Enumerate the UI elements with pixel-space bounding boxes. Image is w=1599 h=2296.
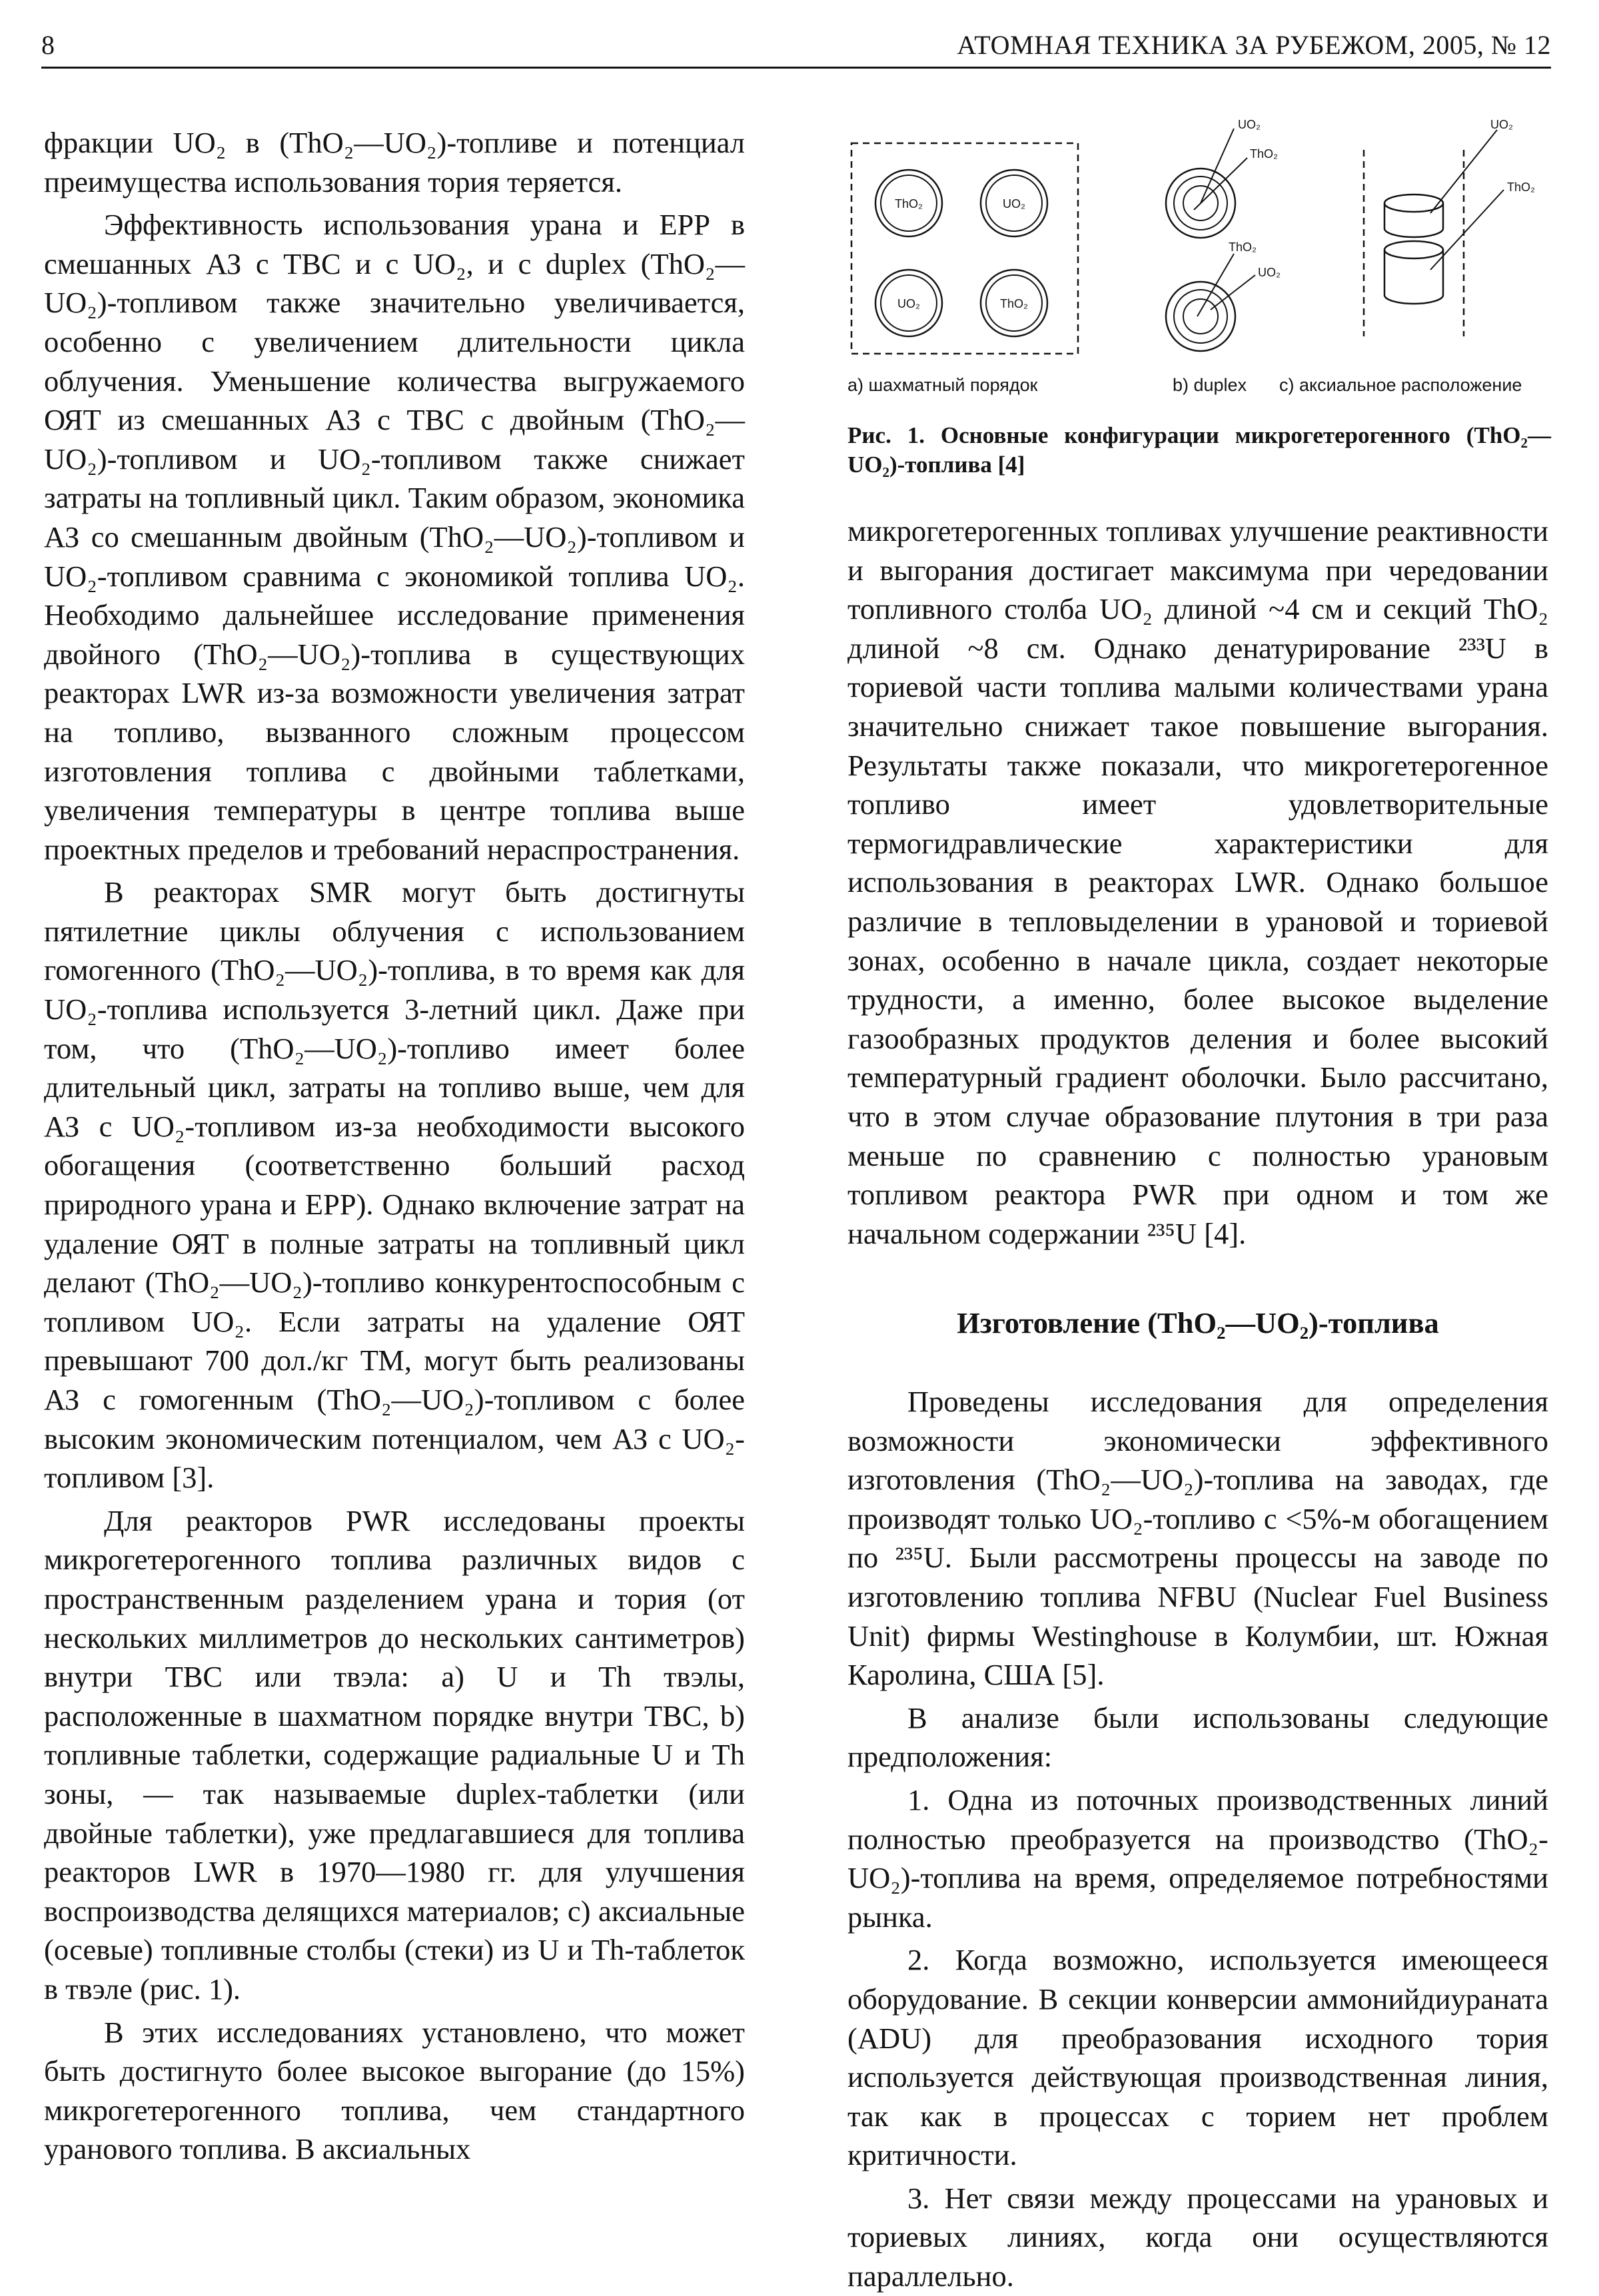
paragraph: В этих исследованиях установлено, что может быть достигнуто более высокое выгорание (до 15%) микрогетерогенного топлива, чем стандартного уранового топлива. В аксиальных	[44, 2015, 745, 2166]
figure-fuel-configurations	[847, 117, 1551, 403]
left-column	[44, 123, 745, 2169]
svg-text:ThO₂: ThO₂	[1250, 147, 1278, 161]
paragraph: 1. Одна из поточных производственных линий полностью преобразуется на производство (ThO₂-UO₂)-топлива на время, определяемое потребностями рынка.	[847, 1782, 1548, 1934]
panel-a-frame	[851, 143, 1078, 354]
page-header	[41, 25, 1551, 69]
svg-text:UO₂: UO₂	[1003, 197, 1025, 210]
paragraph: 2. Когда возможно, используется имеющееся оборудование. В секции конверсии аммонийдиураната (ADU) для преобразования исходного тория используется действующая производственная линия, так как в процессах с торием нет проблем критичности.	[847, 1943, 1548, 2172]
paragraph: Проведены исследования для определения возможности экономически эффективного изготовления (ThO₂—UO₂)-топлива на заводах, где производят только UO₂-топливо с <5%-м обогащением по ²³⁵U. Были рассмотрены процессы на заводе по изготовлению топлива NFBU (Nuclear Fuel Business Unit) фирмы Westinghouse в Колумбии, шт. Южная Каролина, США [5].	[847, 1385, 1548, 1692]
paragraph: В анализе были использованы следующие предположения:	[847, 1701, 1548, 1774]
section-heading: Изготовление (ThO₂—UO₂)-топлива	[957, 1306, 1439, 1339]
panel-b-label: b) duplex	[1173, 375, 1247, 395]
panel-a-checkerboard	[875, 170, 1047, 336]
svg-text:UO₂: UO₂	[1258, 266, 1281, 279]
right-column-top	[847, 512, 1548, 1253]
figure-caption: Рис. 1. Основные конфигурации микрогетерогенного (ThO₂—UO₂)-топлива [4]	[847, 422, 1551, 478]
svg-text:ThO₂: ThO₂	[1229, 240, 1257, 254]
paragraph: Эффективность использования урана и ЕРР в смешанных АЗ с ТВС и с UO₂, и с duplex (ThO₂—UO₂)-топливом также значительно увеличивается, особенно с увеличением длительности цикла облучения. Уменьшение количества выгружаемого ОЯТ из смешанных АЗ с ТВС с двойным (ThO₂—UO₂)-топливом и UO₂-топливом также снижает затраты на топливный цикл. Таким образом, экономика АЗ со смешанным двойным (ThO₂—UO₂)-топливом и UO₂-топливом сравнима с экономикой топлива UO₂. Необходимо дальнейшее исследование применения двойного (ThO₂—UO₂)-топлива в существующих реакторах LWR из-за возможности увеличения затрат на топливо, вызванного сложным процессом изготовления топлива с двойными таблетками, увеличения температуры в центре топлива выше проектных пределов и требований нераспространения.	[44, 208, 745, 866]
svg-text:UO₂: UO₂	[1238, 118, 1261, 131]
page-number: 8	[41, 30, 55, 60]
figure-diagram	[847, 117, 1551, 370]
paragraph: В реакторах SMR могут быть достигнуты пятилетние циклы облучения с использованием гомогенного (ThO₂—UO₂)-топлива, в то время как для UO₂-топлива используется 3-летний цикл. Даже при том, что (ThO₂—UO₂)-топливо имеет более длительный цикл, затраты на топливо выше, чем для АЗ с UO₂-топливом из-за необходимости высокого обогащения (соответственно больший расход природного урана и ЕРР). Однако включение затрат на удаление ОЯТ в полные затраты на топливный цикл делают (ThO₂—UO₂)-топливо конкурентоспособным с топливом UO₂. Если затраты на удаление ОЯТ превышают 700 дол./кг ТМ, могут быть реализованы АЗ с гомогенным (ThO₂—UO₂)-топливом с более высоким экономическим потенциалом, чем АЗ с UO₂-топливом [3].	[44, 875, 745, 1495]
svg-text:ThO₂: ThO₂	[1507, 181, 1535, 194]
paragraph: 3. Нет связи между процессами на урановых и ториевых линиях, когда они осуществляются параллельно.	[847, 2181, 1548, 2293]
svg-text:ThO₂: ThO₂	[1000, 297, 1028, 310]
paragraph: Для реакторов PWR исследованы проекты микрогетерогенного топлива различных видов с пространственным разделением урана и тория (от нескольких миллиметров до нескольких сантиметров) внутри ТВС или твэла: a) U и Th твэлы, расположенные в шахматном порядке внутри ТВС, b) топливные таблетки, содержащие радиальные U и Th зоны, — так называемые duplex-таблетки (или двойные таблетки), уже предлагавшиеся для топлива реакторов LWR в 1970—1980 гг. для улучшения воспроизводства делящихся материалов; c) аксиальные (осевые) топливные столбы (стеки) из U и Th-таблеток в твэле (рис. 1).	[44, 1503, 745, 2006]
panel-c-axial	[1364, 118, 1535, 336]
paragraph: фракции UO₂ в (ThO₂—UO₂)-топливе и потенциал преимущества использования тория теряется.	[44, 126, 745, 198]
journal-title: АТОМНАЯ ТЕХНИКА ЗА РУБЕЖОМ, 2005, № 12	[957, 30, 1551, 60]
panel-b-duplex	[1166, 118, 1281, 351]
panel-c-label: c) аксиальное расположение	[1279, 375, 1522, 395]
svg-text:ThO₂: ThO₂	[895, 197, 923, 210]
panel-a-label: a) шахматный порядок	[847, 375, 1038, 395]
svg-text:UO₂: UO₂	[1490, 118, 1513, 131]
paragraph: микрогетерогенных топливах улучшение реактивности и выгорания достигает максимума при чередовании топливного столба UO₂ длиной ~4 см и секций ThO₂ длиной ~8 см. Однако денатурирование ²³³U в ториевой части топлива малыми количествами урана значительно снижает такое повышение выгорания. Результаты также показали, что микрогетерогенное топливо имеет удовлетворительные термогидравлические характеристики для использования в реакторах LWR. Однако большое различие в тепловыделении в урановой и ториевой зонах, особенно в начале цикла, создает некоторые трудности, а именно, более высокое выделение газообразных продуктов деления и более высокий температурный градиент оболочки. Было рассчитано, что в этом случае образование плутония в три раза меньше по сравнению с полностью урановым топливом реактора PWR при одном и том же начальном содержании ²³⁵U [4].	[847, 514, 1548, 1250]
svg-text:UO₂: UO₂	[897, 297, 920, 310]
right-column-bottom	[847, 1382, 1548, 2296]
